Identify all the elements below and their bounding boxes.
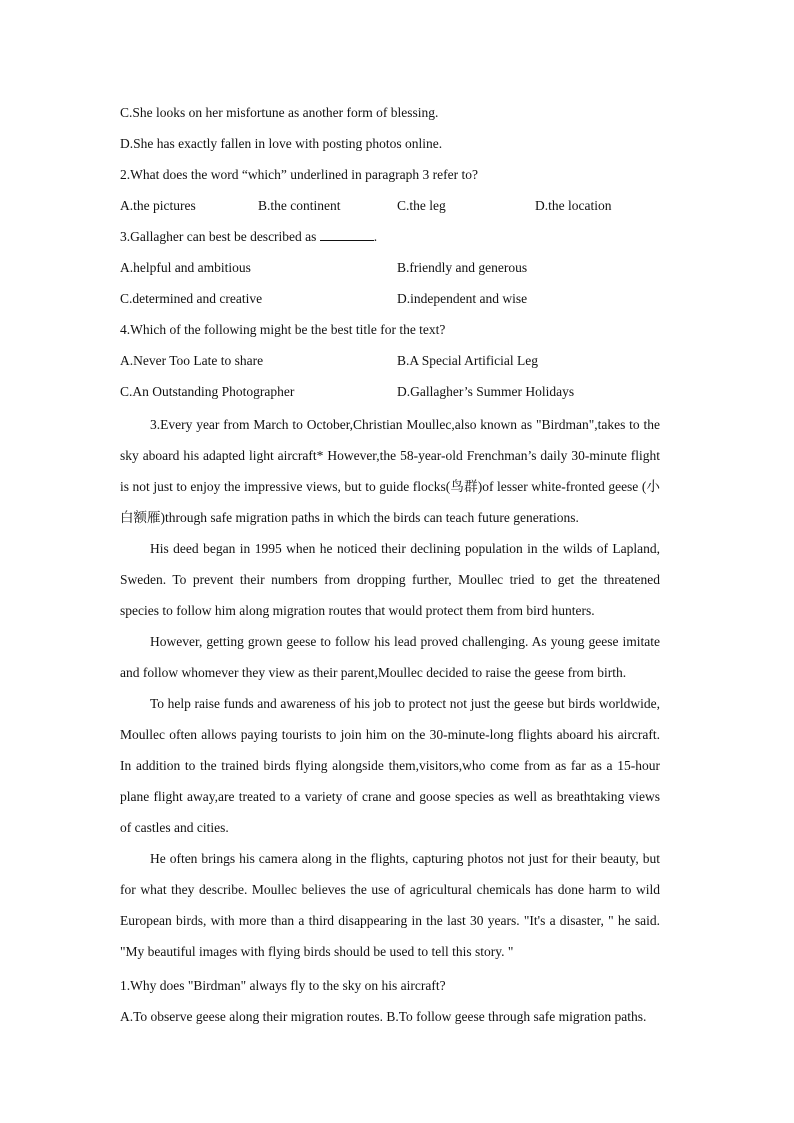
q1-option-b: B.To follow geese through safe migration paths. (386, 1009, 647, 1024)
passage-paragraph-3: However, getting grown geese to follow his lead proved challenging. As young geese imitate and follow whomever they view as their parent,Moullec decided to raise the geese from birth. (120, 634, 660, 680)
q1-option-a: A.To observe geese along their migration routes. (120, 1009, 383, 1024)
question-3-stem (120, 227, 377, 247)
q4-option-b: B.A Special Artificial Leg (397, 353, 538, 368)
question-4-stem: 4.Which of the following might be the best title for the text? (120, 322, 446, 337)
q2-option-c: C.the leg (397, 198, 446, 213)
q3-option-c: C.determined and creative (120, 291, 263, 306)
passage-paragraph-4: To help raise funds and awareness of his job to protect not just the geese but birds worldwide, Moullec often allows paying tourists to join him on the 30-minute-long flights aboard his aircraft. In addition to the trained birds flying alongside them,visitors,who come from as far as a 15-hour plane flight away,are treated to a variety of crane and goose species as well as breathtaking views of castles and cities. (120, 696, 660, 835)
q1-options (120, 1007, 646, 1027)
question-2-stem: 2.What does the word “which” underlined in paragraph 3 refer to? (120, 167, 478, 182)
q3-option-a: A.helpful and ambitious (120, 260, 251, 275)
answer-blank (320, 227, 374, 241)
q4-option-d: D.Gallagher’s Summer Holidays (397, 384, 575, 399)
q2-option-a: A.the pictures (120, 198, 196, 213)
passage-paragraph-5: He often brings his camera along in the flights, capturing photos not just for their beauty, but for what they describe. Moullec believes the use of agricultural chemicals has done harm to wild European birds, with more than a third disappearing in the last 30 years. "It's a disaster, " he said. "My beautiful images with flying birds should be used to tell this story. " (120, 851, 660, 959)
q4-option-c: C.An Outstanding Photographer (120, 384, 295, 399)
q2-option-d: D.the location (535, 198, 612, 213)
passage-paragraph-1: 3.Every year from March to October,Christian Moullec,also known as "Birdman",takes to the sky aboard his adapted light aircraft* However,the 58-year-old Frenchman’s daily 30-minute flight is not just to enjoy the impressive views, but to guide flocks(鸟群)of lesser white-fronted geese (小白额雁)through safe migration paths in which the birds can teach future generations. (120, 417, 660, 525)
q3-stem-end: . (373, 229, 378, 244)
q3-option-b: B.friendly and generous (397, 260, 528, 275)
passage-paragraph-2: His deed began in 1995 when he noticed their declining population in the wilds of Lapland, Sweden. To prevent their numbers from dropping further, Moullec tried to get the threatened species to follow him along migration routes that would protect them from bird hunters. (120, 541, 660, 618)
question-1-stem: 1.Why does "Birdman" always fly to the sky on his aircraft? (120, 978, 446, 993)
prev-option-d: D.She has exactly fallen in love with posting photos online. (120, 136, 443, 151)
q3-option-d: D.independent and wise (397, 291, 528, 306)
q2-option-b: B.the continent (258, 198, 341, 213)
prev-option-c: C.She looks on her misfortune as another form of blessing. (120, 105, 439, 120)
q3-stem-text: 3.Gallagher can best be described as (120, 229, 317, 244)
q4-option-a: A.Never Too Late to share (120, 353, 264, 368)
